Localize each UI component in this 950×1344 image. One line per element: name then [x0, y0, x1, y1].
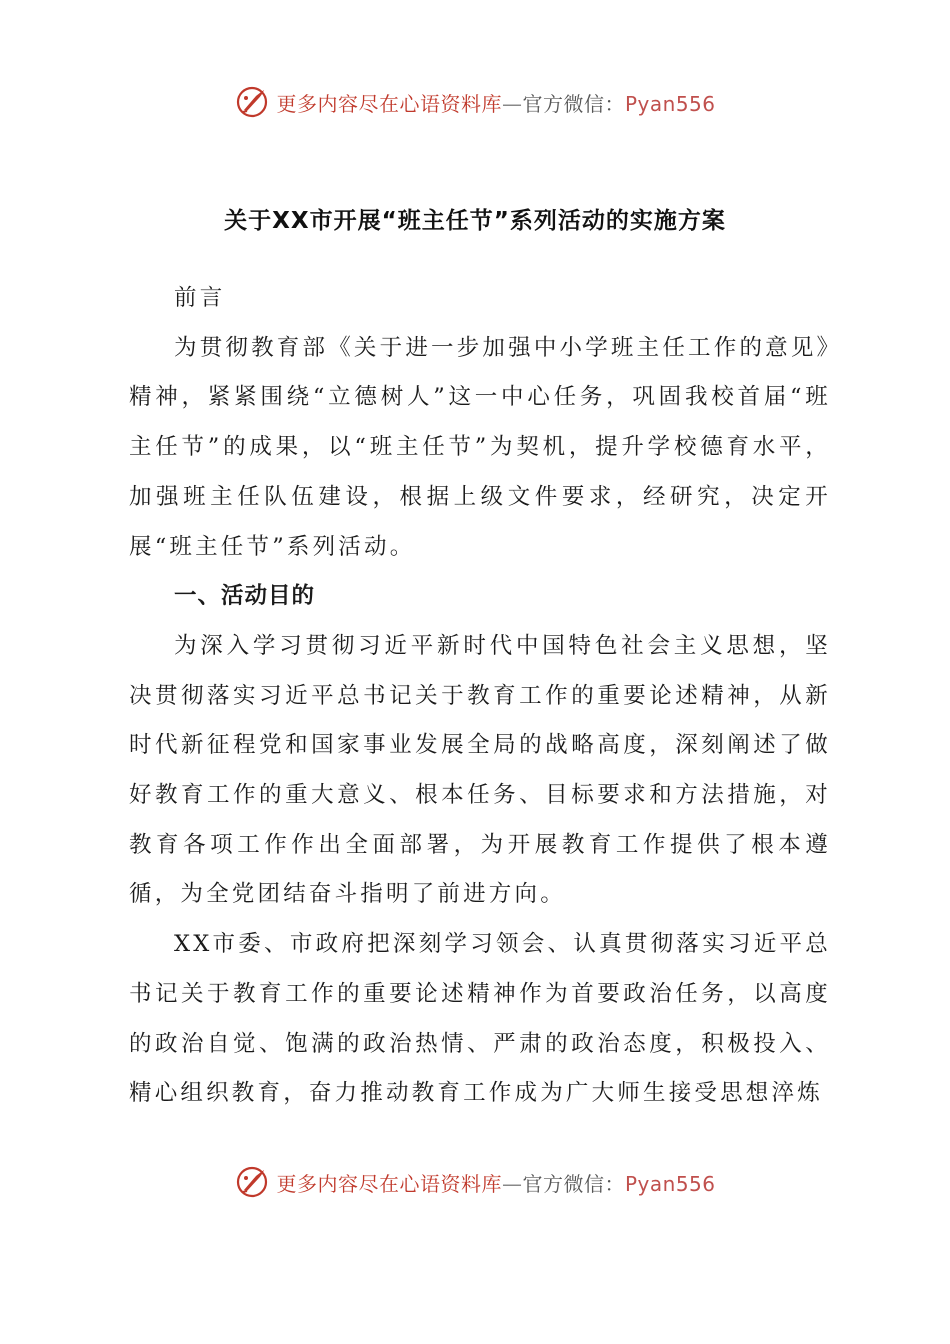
- watermark-main-text: 更多内容尽在心语资料库: [276, 91, 502, 116]
- section-heading: 一、活动目的: [174, 583, 316, 610]
- watermark-banner-inner: [234, 1164, 715, 1200]
- quill-pen-logo-icon: [234, 1164, 270, 1200]
- quill-pen-logo-icon: [234, 84, 270, 120]
- document-title: 关于XX市开展“班主任节”系列活动的实施方案: [224, 208, 726, 234]
- watermark-banner-top: [0, 80, 950, 124]
- watermark-text: [276, 1168, 715, 1197]
- preface-label: 前言: [174, 285, 226, 311]
- watermark-wechat-label: 官方微信：: [522, 91, 625, 116]
- document-body: [129, 274, 831, 1119]
- watermark-wechat-id: Pyan556: [624, 91, 716, 116]
- watermark-wechat-label: 官方微信：: [522, 1171, 625, 1196]
- watermark-separator: —: [501, 91, 523, 116]
- watermark-wechat-id: Pyan556: [624, 1171, 716, 1196]
- watermark-banner-bottom: [0, 1160, 950, 1204]
- watermark-banner-inner: [234, 84, 715, 120]
- watermark-separator: —: [501, 1171, 523, 1196]
- body-paragraph: 为贯彻教育部《关于进一步加强中小学班主任工作的意见》精神，紧紧围绕“立德树人”这一中心任务，巩固我校首届“班主任节”的成果，以“班主任节”为契机，提升学校德育水平，加强班主任队伍建设，根据上级文件要求，经研究，决定开展“班主任节”系列活动。: [129, 334, 831, 560]
- body-paragraph: 为深入学习贯彻习近平新时代中国特色社会主义思想，坚决贯彻落实习近平总书记关于教育工作的重要论述精神，从新时代新征程党和国家事业发展全局的战略高度，深刻阐述了做好教育工作的重大意义、根本任务、目标要求和方法措施，对教育各项工作作出全面部署，为开展教育工作提供了根本遵循，为全党团结奋斗指明了前进方向。: [129, 632, 831, 908]
- watermark-text: [276, 88, 715, 117]
- body-paragraph: XX市委、市政府把深刻学习领会、认真贯彻落实习近平总书记关于教育工作的重要论述精神作为首要政治任务，以高度的政治自觉、饱满的政治热情、严肃的政治态度，积极投入、精心组织教育，奋力推动教育工作成为广大师生接受思想淬炼: [129, 931, 831, 1107]
- watermark-main-text: 更多内容尽在心语资料库: [276, 1171, 502, 1196]
